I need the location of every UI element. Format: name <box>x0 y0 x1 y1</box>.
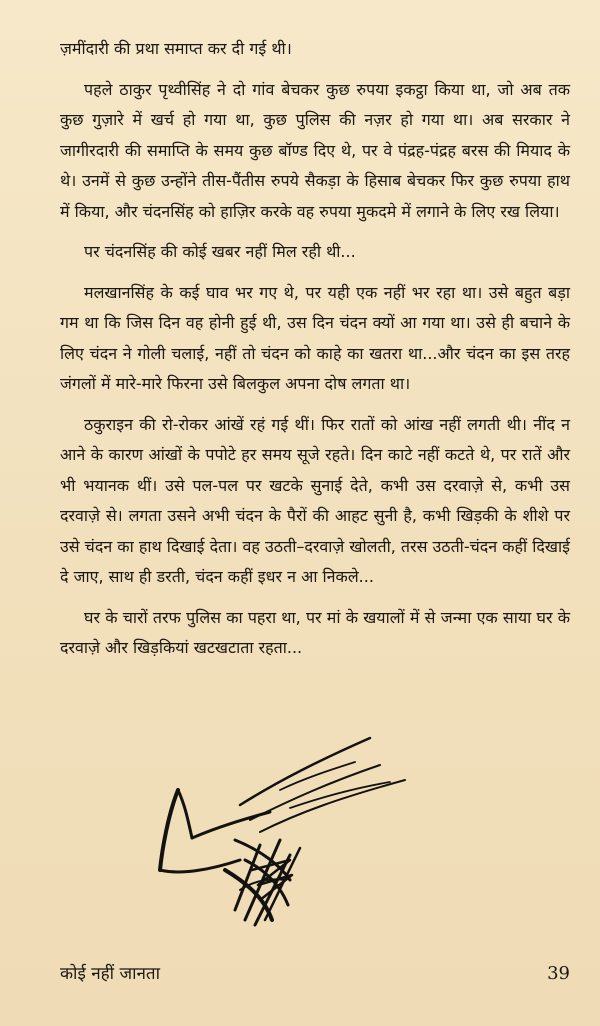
ink-sketch-illustration <box>140 720 440 940</box>
paragraph-3: पर चंदनसिंह की कोई खबर नहीं मिल रही थी... <box>84 242 356 261</box>
paragraph-4: मलखानसिंह के कई घाव भर गए थे, पर यही एक नहीं भर रहा था। उसे बहुत बड़ा गम था कि जिस दिन वह होनी हुई थी, उस दिन चंदन क्यों आ गया था। उसे ही बचाने के लिए चंदन ने गोली चलाई, नहीं तो चंदन को काहे का खतरा था...और चंदन का इस तरह जंगलों में मारे-मारे फिरना उसे बिलकुल अपना दोष लगता था। <box>60 282 570 393</box>
paragraph-1: ज़मींदारी की प्रथा समाप्त कर दी गई थी। <box>60 39 292 58</box>
book-title: कोई नहीं जानता <box>60 964 161 984</box>
page-number: 39 <box>547 963 570 984</box>
body-text <box>60 34 570 664</box>
paragraph-2: पहले ठाकुर पृथ्वीसिंह ने दो गांव बेचकर कुछ रुपया इकट्ठा किया था, जो अब तक कुछ गुज़ारे में खर्च हो गया था, कुछ पुलिस की नज़र हो गया था। अब सरकार ने जागीरदारी की समाप्ति के समय कुछ बॉण्ड दिए थे, पर वे पंद्रह-पंद्रह बरस की मियाद के थे। उनमें से कुछ उन्होंने तीस-पैंतीस रुपये सैकड़ा के हिसाब बेचकर फिर कुछ रुपया हाथ में किया, और चंदनसिंह को हाज़िर करके वह रुपया मुकदमे में लगाने के लिए रख लिया। <box>60 79 570 221</box>
paragraph-6: घर के चारों तरफ पुलिस का पहरा था, पर मां के खयालों में से जन्मा एक साया घर के दरवाज़े और खिड़कियां खटखटाता रहता... <box>60 607 570 657</box>
paragraph-5: ठकुराइन की रो-रोकर आंखें रहं गई थीं। फिर रातों को आंख नहीं लगती थी। नींद न आने के कारण आंखों के पपोटे हर समय सूजे रहते। दिन काटे नहीं कटते थे, पर रातें और भी भयानक थीं। उसे पल-पल पर खटके सुनाई देते, कभी उस दरवाज़े से, कभी उस दरवाज़े से। लगता उसने अभी चंदन के पैरों की आहट सुनी है, कभी खिड़की के शीशे पर उसे चंदन का हाथ दिखाई देता। वह उठती–दरवाज़े खोलती, तरस उठती-चंदन कहीं दिखाई दे जाए, साथ ही डरती, चंदन कहीं इधर न आ निकले... <box>60 414 570 586</box>
